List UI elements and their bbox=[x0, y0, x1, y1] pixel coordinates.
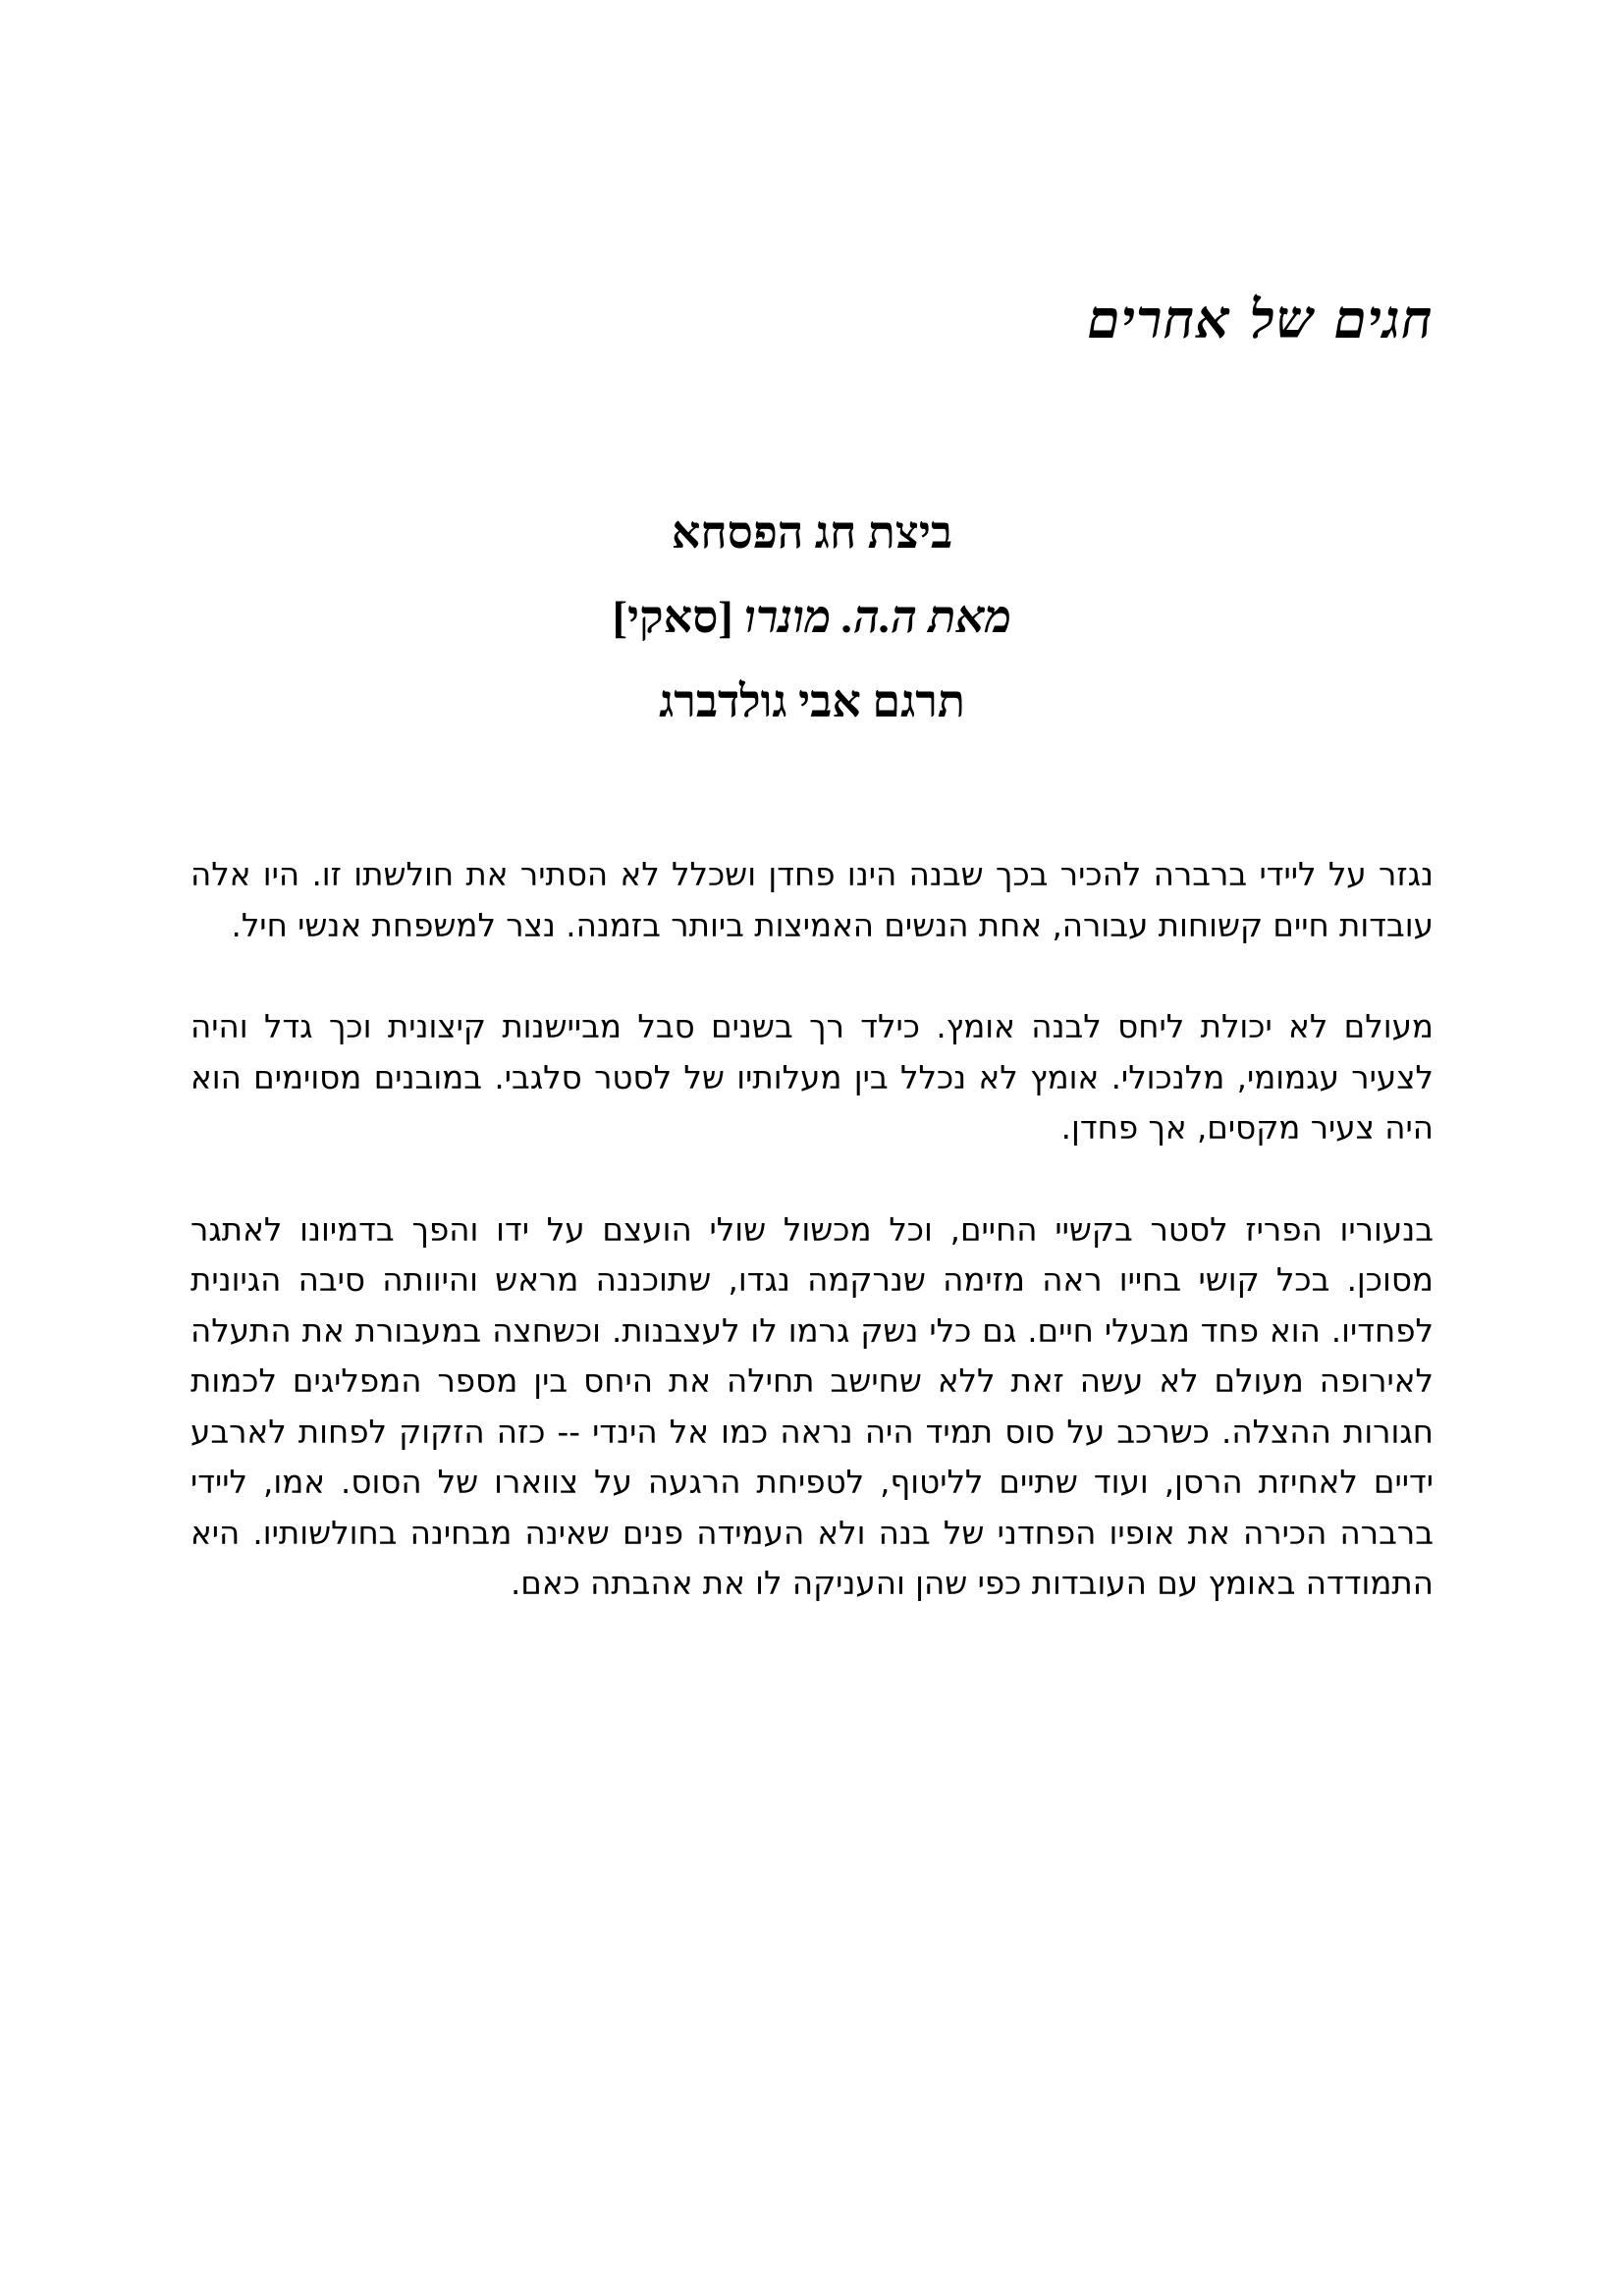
author-name: ה.ה. מונרו bbox=[744, 592, 917, 642]
paragraph-1: נגזר על ליידי ברברה להכיר בכך שבנה הינו פחדן ושכלל לא הסתיר את חולשתו זו. היו אלה עובדות חיים קשוחות עבורה, אחת הנשים האמיצות ביותר בזמנה. נצר למשפחת אנשי חיל. bbox=[190, 856, 1434, 944]
paragraph-3: בנעוריו הפריז לסטר בקשיי החיים, וכל מכשול שולי הועצם על ידו והפך בדמיונו לאתגר מסוכן. בכל קושי בחייו ראה מזימה שנרקמה נגדו, שתוכננה מראש והיוותה סיבה הגיונית לפחדיו. הוא פחד מבעלי חיים. גם כלי נשק גרמו לו לעצבנות. וכשחצה במעבורת את התעלה לאירופה מעולם לא עשה זאת ללא שחישב תחילה את היחס בין מספר המפליגים לכמות חגורות ההצלה. כשרכב על סוס תמיד היה נראה כמו אל הינדי -- כזה הזקוק לפחות לארבע ידיים לאחיזת הרסן, ועוד שתיים לליטוף, לטפיחת הרגעה על צווארו של הסוס. אמו, ליידי ברברה הכירה את אופיו הפחדני של בנה ולא העמידה פנים שאינה מבחינה בחולשותיו. היא התמודדה באומץ עם העובדות כפי שהן והעניקה לו את אהבתה כאם. bbox=[190, 1210, 1434, 1602]
story-body bbox=[190, 850, 1434, 1661]
paragraph-2: מעולם לא יכולת ליחס לבנה אומץ. כילד רך בשנים סבל מביישנות קיצונית וכך גדל והיה לצעיר עגמומי, מלנכולי. אומץ לא נכלל בין מעלותיו של לסטר סלגבי. במובנים מסוימים הוא היה צעיר מקסים, אך פחדן. bbox=[190, 1008, 1434, 1147]
story-heading bbox=[0, 491, 1624, 744]
author-line bbox=[0, 575, 1624, 660]
author-prefix: מאת bbox=[928, 592, 1012, 642]
author-pen-name: [סאקי] bbox=[612, 592, 733, 642]
translator-credit: תרגם אבי גולדברג bbox=[659, 676, 965, 726]
story-title: ביצת חג הפסחא bbox=[671, 507, 953, 558]
series-title: חגים של אחרים bbox=[1087, 288, 1434, 350]
